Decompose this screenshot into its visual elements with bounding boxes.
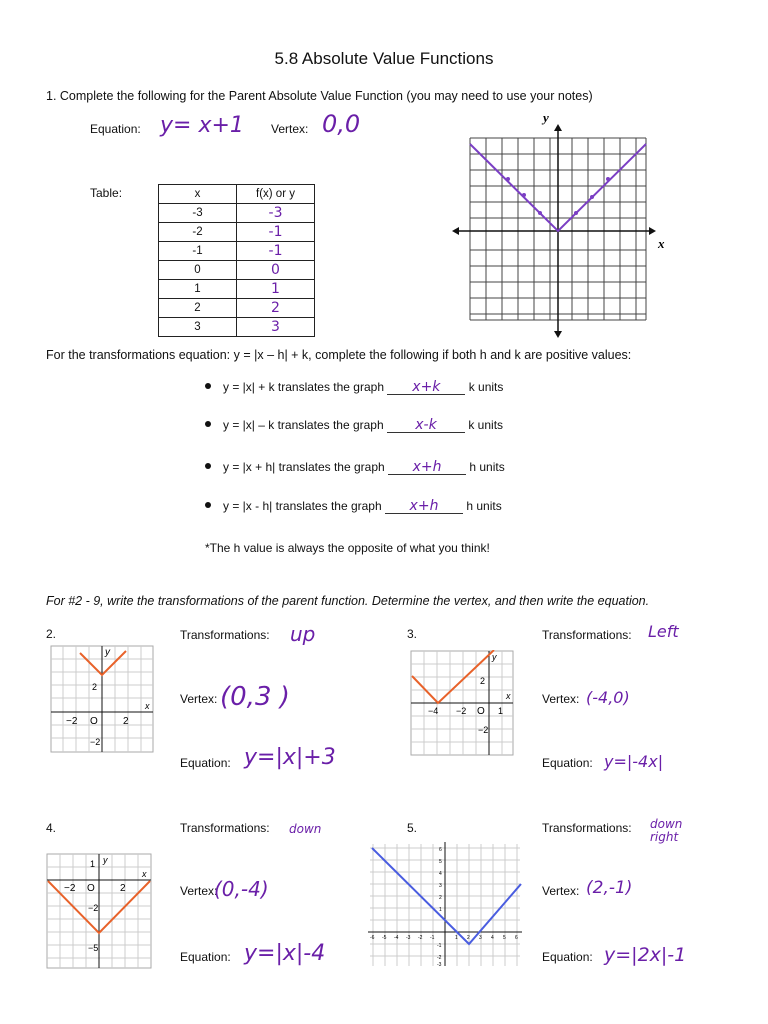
problem-5-equation: y=|2x|-1 [604,944,687,966]
equation-answer: y= x+1 [160,113,244,138]
svg-text:-1: -1 [437,943,442,949]
problem-4-equation: y=|x|-4 [244,941,326,966]
table-row: 2 2 [159,299,315,318]
svg-text:2: 2 [92,682,98,692]
svg-text:−2: −2 [478,725,489,735]
problem-4-vertex: (0,-4) [214,877,269,901]
svg-text:−5: −5 [88,943,99,953]
svg-text:-3: -3 [437,962,442,968]
problem-5-number: 5. [407,821,418,835]
svg-text:1: 1 [90,859,96,869]
problem-4-number: 4. [46,821,57,835]
svg-text:O: O [87,883,95,894]
table-label: Table: [90,186,123,200]
svg-text:−2: −2 [456,706,467,716]
problem-5-graph [366,840,526,968]
table-row: -1 -1 [159,242,315,261]
graph-y-label: y [543,110,549,125]
svg-text:4: 4 [491,935,494,941]
page-title: 5.8 Absolute Value Functions [274,49,494,68]
svg-text:x: x [142,869,147,879]
question-1-prompt: 1. Complete the following for the Parent Absolute Value Function (you may need to use your notes) [46,89,593,103]
table-row: 1 1 [159,280,315,299]
svg-text:3: 3 [439,883,442,889]
svg-text:-1: -1 [430,935,435,941]
equation-label: Equation: [90,122,141,136]
problem-5-transformations: down right [650,817,683,844]
svg-text:4: 4 [439,871,442,877]
problem-2-vertex: (0,3 ) [220,682,290,712]
bullet-left: y = |x + h| translates the graph x+h h units [205,460,505,475]
svg-text:−4: −4 [428,706,439,716]
svg-text:1: 1 [498,706,504,716]
problem-3-equation: y=|-4x| [604,752,664,771]
graph-x-label: x [658,236,665,251]
bullet-up: y = |x| + k translates the graph x+k k units [205,380,503,395]
svg-text:2: 2 [480,676,486,686]
vertex-answer: 0,0 [322,110,361,138]
svg-text:-4: -4 [394,935,399,941]
problem-4-transformations: down [289,822,322,836]
table-row: 0 0 [159,261,315,280]
problem-3-number: 3. [407,627,418,641]
svg-text:-5: -5 [382,935,387,941]
svg-text:x: x [145,701,150,711]
svg-text:−2: −2 [90,737,101,747]
svg-text:−2: −2 [66,716,78,727]
transform-intro: For the transformations equation: y = |x – h| + k, complete the following if both h and k are positive values: [46,348,632,362]
problem-2-number: 2. [46,627,57,641]
svg-text:−2: −2 [64,883,76,894]
table-header-x: x [159,185,237,204]
svg-text:2: 2 [439,895,442,901]
svg-text:3: 3 [479,935,482,941]
blank-answer: x-k [387,418,465,433]
svg-text:O: O [477,706,485,717]
svg-text:5: 5 [503,935,506,941]
svg-text:6: 6 [439,847,442,853]
bullet-right: y = |x - h| translates the graph x+h h units [205,499,502,514]
blank-answer: x+k [387,380,465,395]
instructions: For #2 - 9, write the transformations of the parent function. Determine the vertex, and then write the equation. [46,594,650,608]
svg-text:1: 1 [439,907,442,913]
table-row: -2 -1 [159,223,315,242]
svg-text:y: y [103,855,108,865]
problem-3-graph [410,650,520,760]
problem-2-equation: y=|x|+3 [244,745,336,770]
problem-3-transformations: Left [648,622,679,641]
svg-text:-3: -3 [406,935,411,941]
parent-function-graph [448,110,678,342]
svg-text:-2: -2 [437,955,442,961]
svg-text:2: 2 [123,716,129,727]
table-row: -3 -3 [159,204,315,223]
svg-text:6: 6 [515,935,518,941]
svg-text:5: 5 [439,859,442,865]
problem-4-graph [46,853,154,971]
problem-2-transformations: up [290,622,316,646]
problem-2-graph [50,645,154,755]
table-header-row [159,185,315,204]
svg-text:y: y [492,652,497,662]
svg-text:1: 1 [455,935,458,941]
vertex-label: Vertex: [271,122,309,136]
svg-text:O: O [90,716,98,727]
svg-text:2: 2 [120,883,126,894]
blank-answer: x+h [385,499,463,514]
problem-3-vertex: (-4,0) [586,688,630,707]
svg-text:-2: -2 [418,935,423,941]
table-header-y: f(x) or y [237,185,315,204]
value-table [158,184,315,337]
svg-text:y: y [105,647,110,658]
bullet-down: y = |x| – k translates the graph x-k k units [205,418,503,433]
svg-text:x: x [506,691,511,701]
table-row: 3 3 [159,318,315,337]
svg-text:-6: -6 [370,935,375,941]
problem-5-vertex: (2,-1) [586,878,633,898]
note: *The h value is always the opposite of what you think! [205,541,490,555]
svg-text:−2: −2 [88,903,99,913]
blank-answer: x+h [388,460,466,475]
svg-text:2: 2 [467,935,470,941]
